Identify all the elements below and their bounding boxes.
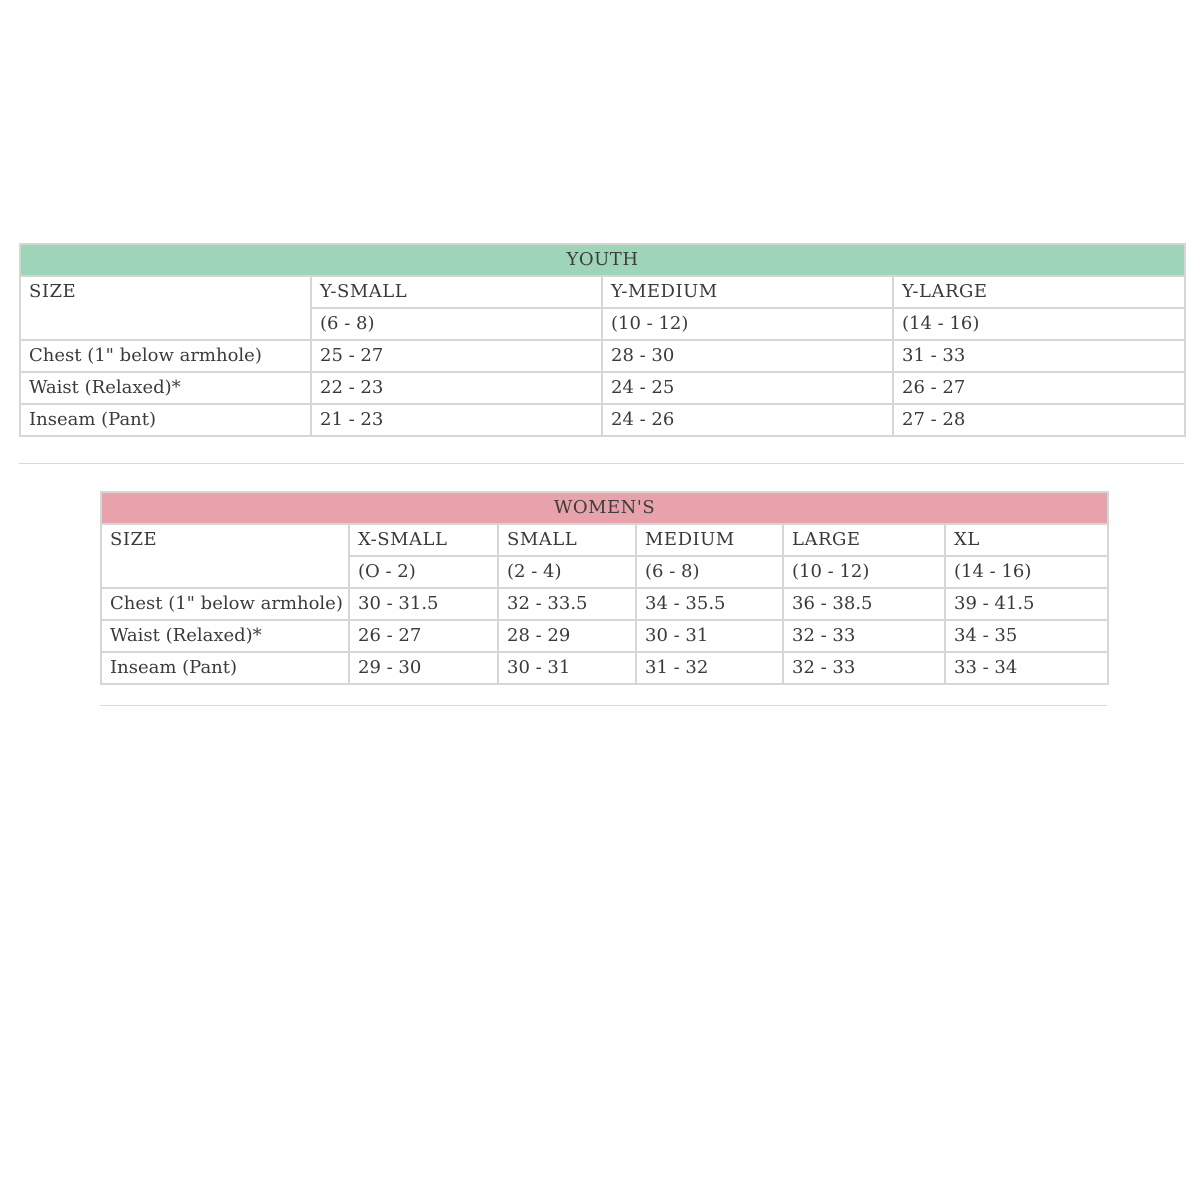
womens-size-name: XL	[945, 524, 1108, 556]
youth-size-range: (6 - 8)	[311, 308, 602, 340]
row-label: Inseam (Pant)	[20, 404, 311, 436]
table-cell: 32 - 33	[783, 652, 945, 684]
row-label: Waist (Relaxed)*	[20, 372, 311, 404]
youth-size-row	[20, 276, 1185, 308]
youth-size-name: Y-MEDIUM	[602, 276, 893, 308]
table-cell: 31 - 32	[636, 652, 783, 684]
womens-size-range: (O - 2)	[349, 556, 498, 588]
womens-size-label: SIZE	[101, 524, 349, 588]
youth-title: YOUTH	[20, 244, 1185, 276]
youth-size-range: (10 - 12)	[602, 308, 893, 340]
table-row	[101, 620, 1108, 652]
row-label: Chest (1" below armhole)	[101, 588, 349, 620]
youth-size-table	[19, 243, 1186, 437]
womens-size-name: LARGE	[783, 524, 945, 556]
table-row	[101, 588, 1108, 620]
womens-size-table	[100, 491, 1109, 685]
womens-size-range: (6 - 8)	[636, 556, 783, 588]
table-cell: 34 - 35.5	[636, 588, 783, 620]
womens-size-range: (10 - 12)	[783, 556, 945, 588]
table-row	[20, 404, 1185, 436]
table-cell: 30 - 31.5	[349, 588, 498, 620]
womens-title: WOMEN'S	[101, 492, 1108, 524]
table-row	[20, 372, 1185, 404]
table-cell: 21 - 23	[311, 404, 602, 436]
table-cell: 31 - 33	[893, 340, 1185, 372]
row-label: Waist (Relaxed)*	[101, 620, 349, 652]
womens-title-row	[101, 492, 1108, 524]
youth-size-name: Y-LARGE	[893, 276, 1185, 308]
table-cell: 33 - 34	[945, 652, 1108, 684]
table-cell: 39 - 41.5	[945, 588, 1108, 620]
row-label: Inseam (Pant)	[101, 652, 349, 684]
womens-size-name: SMALL	[498, 524, 636, 556]
womens-size-range: (14 - 16)	[945, 556, 1108, 588]
table-cell: 22 - 23	[311, 372, 602, 404]
table-cell: 32 - 33.5	[498, 588, 636, 620]
table-cell: 28 - 30	[602, 340, 893, 372]
youth-title-row	[20, 244, 1185, 276]
table-cell: 25 - 27	[311, 340, 602, 372]
womens-size-name: MEDIUM	[636, 524, 783, 556]
womens-size-row	[101, 524, 1108, 556]
table-cell: 24 - 26	[602, 404, 893, 436]
table-cell: 36 - 38.5	[783, 588, 945, 620]
table-cell: 27 - 28	[893, 404, 1185, 436]
row-label: Chest (1" below armhole)	[20, 340, 311, 372]
table-cell: 26 - 27	[349, 620, 498, 652]
youth-size-label: SIZE	[20, 276, 311, 340]
table-cell: 28 - 29	[498, 620, 636, 652]
table-cell: 30 - 31	[636, 620, 783, 652]
table-cell: 26 - 27	[893, 372, 1185, 404]
youth-size-name: Y-SMALL	[311, 276, 602, 308]
divider	[100, 705, 1107, 706]
table-cell: 34 - 35	[945, 620, 1108, 652]
table-cell: 32 - 33	[783, 620, 945, 652]
table-row	[101, 652, 1108, 684]
womens-size-range: (2 - 4)	[498, 556, 636, 588]
divider	[19, 463, 1184, 464]
womens-size-name: X-SMALL	[349, 524, 498, 556]
table-cell: 24 - 25	[602, 372, 893, 404]
table-cell: 29 - 30	[349, 652, 498, 684]
table-row	[20, 340, 1185, 372]
table-cell: 30 - 31	[498, 652, 636, 684]
youth-size-range: (14 - 16)	[893, 308, 1185, 340]
